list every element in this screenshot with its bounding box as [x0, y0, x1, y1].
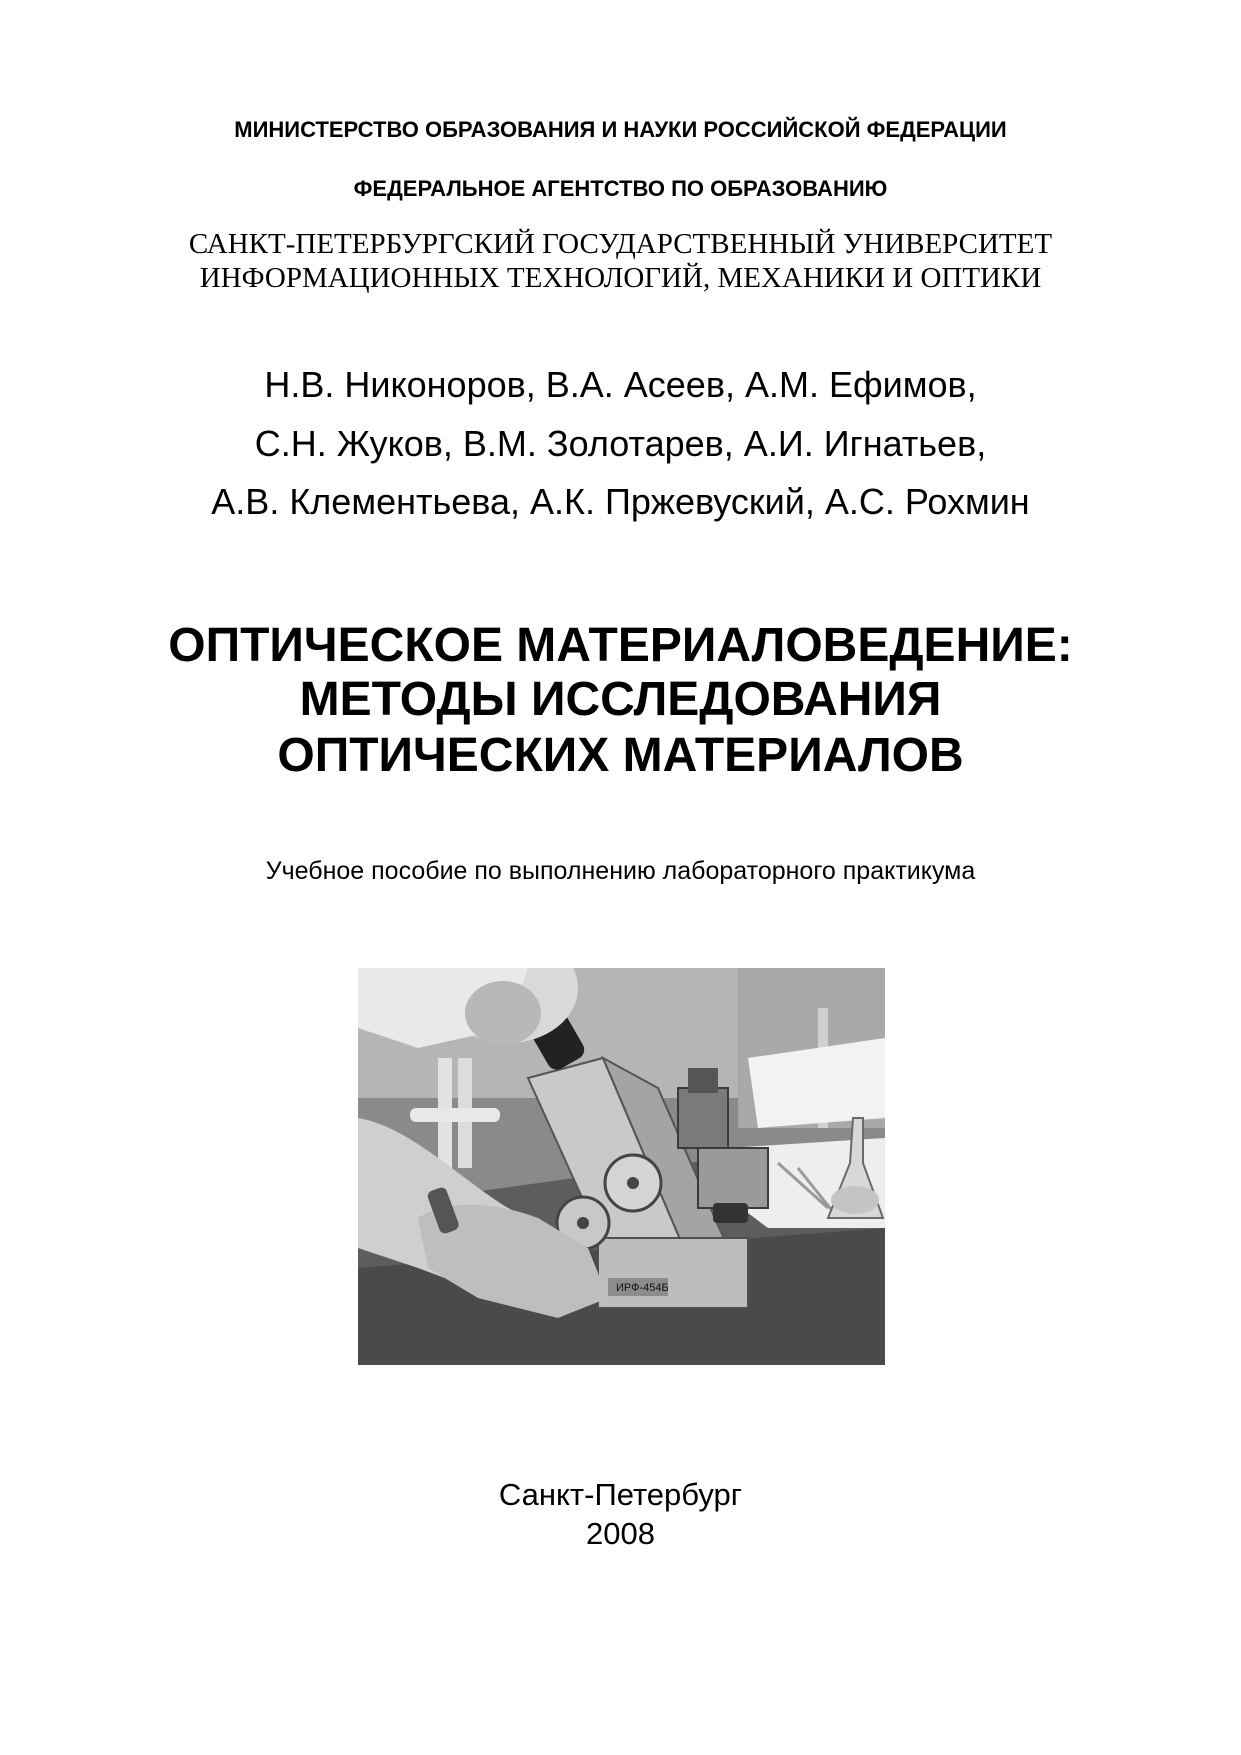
- agency-name: ФЕДЕРАЛЬНОЕ АГЕНТСТВО ПО ОБРАЗОВАНИЮ: [353, 176, 888, 201]
- authors-line-2: С.Н. Жуков, В.М. Золотарев, А.И. Игнатьев,: [254, 423, 987, 464]
- book-subtitle: Учебное пособие по выполнению лабораторного практикума: [265, 857, 976, 885]
- ministry-name: МИНИСТЕРСТВО ОБРАЗОВАНИЯ И НАУКИ РОССИЙСКОЙ ФЕДЕРАЦИИ: [234, 117, 1007, 142]
- instrument-label: ИРФ-454Б: [616, 1282, 669, 1294]
- authors-line-1: Н.В. Никоноров, В.А. Асеев, А.М. Ефимов,: [264, 364, 977, 405]
- publication-city: Санкт-Петербург: [498, 1477, 743, 1512]
- book-title-line-2: МЕТОДЫ ИССЛЕДОВАНИЯ: [299, 673, 942, 726]
- book-title-line-3: ОПТИЧЕСКИХ МАТЕРИАЛОВ: [277, 729, 964, 782]
- publication-year: 2008: [586, 1516, 655, 1551]
- cover-photo-refractometer: [358, 968, 885, 1365]
- university-name-line-1: САНКТ-ПЕТЕРБУРГСКИЙ ГОСУДАРСТВЕННЫЙ УНИВЕРСИТЕТ: [188, 228, 1053, 260]
- university-name-line-2: ИНФОРМАЦИОННЫХ ТЕХНОЛОГИЙ, МЕХАНИКИ И ОПТИКИ: [199, 262, 1042, 294]
- authors-line-3: А.В. Клементьева, А.К. Пржевуский, А.С. Рохмин: [211, 481, 1030, 522]
- book-title-line-1: ОПТИЧЕСКОЕ МАТЕРИАЛОВЕДЕНИЕ:: [168, 619, 1073, 672]
